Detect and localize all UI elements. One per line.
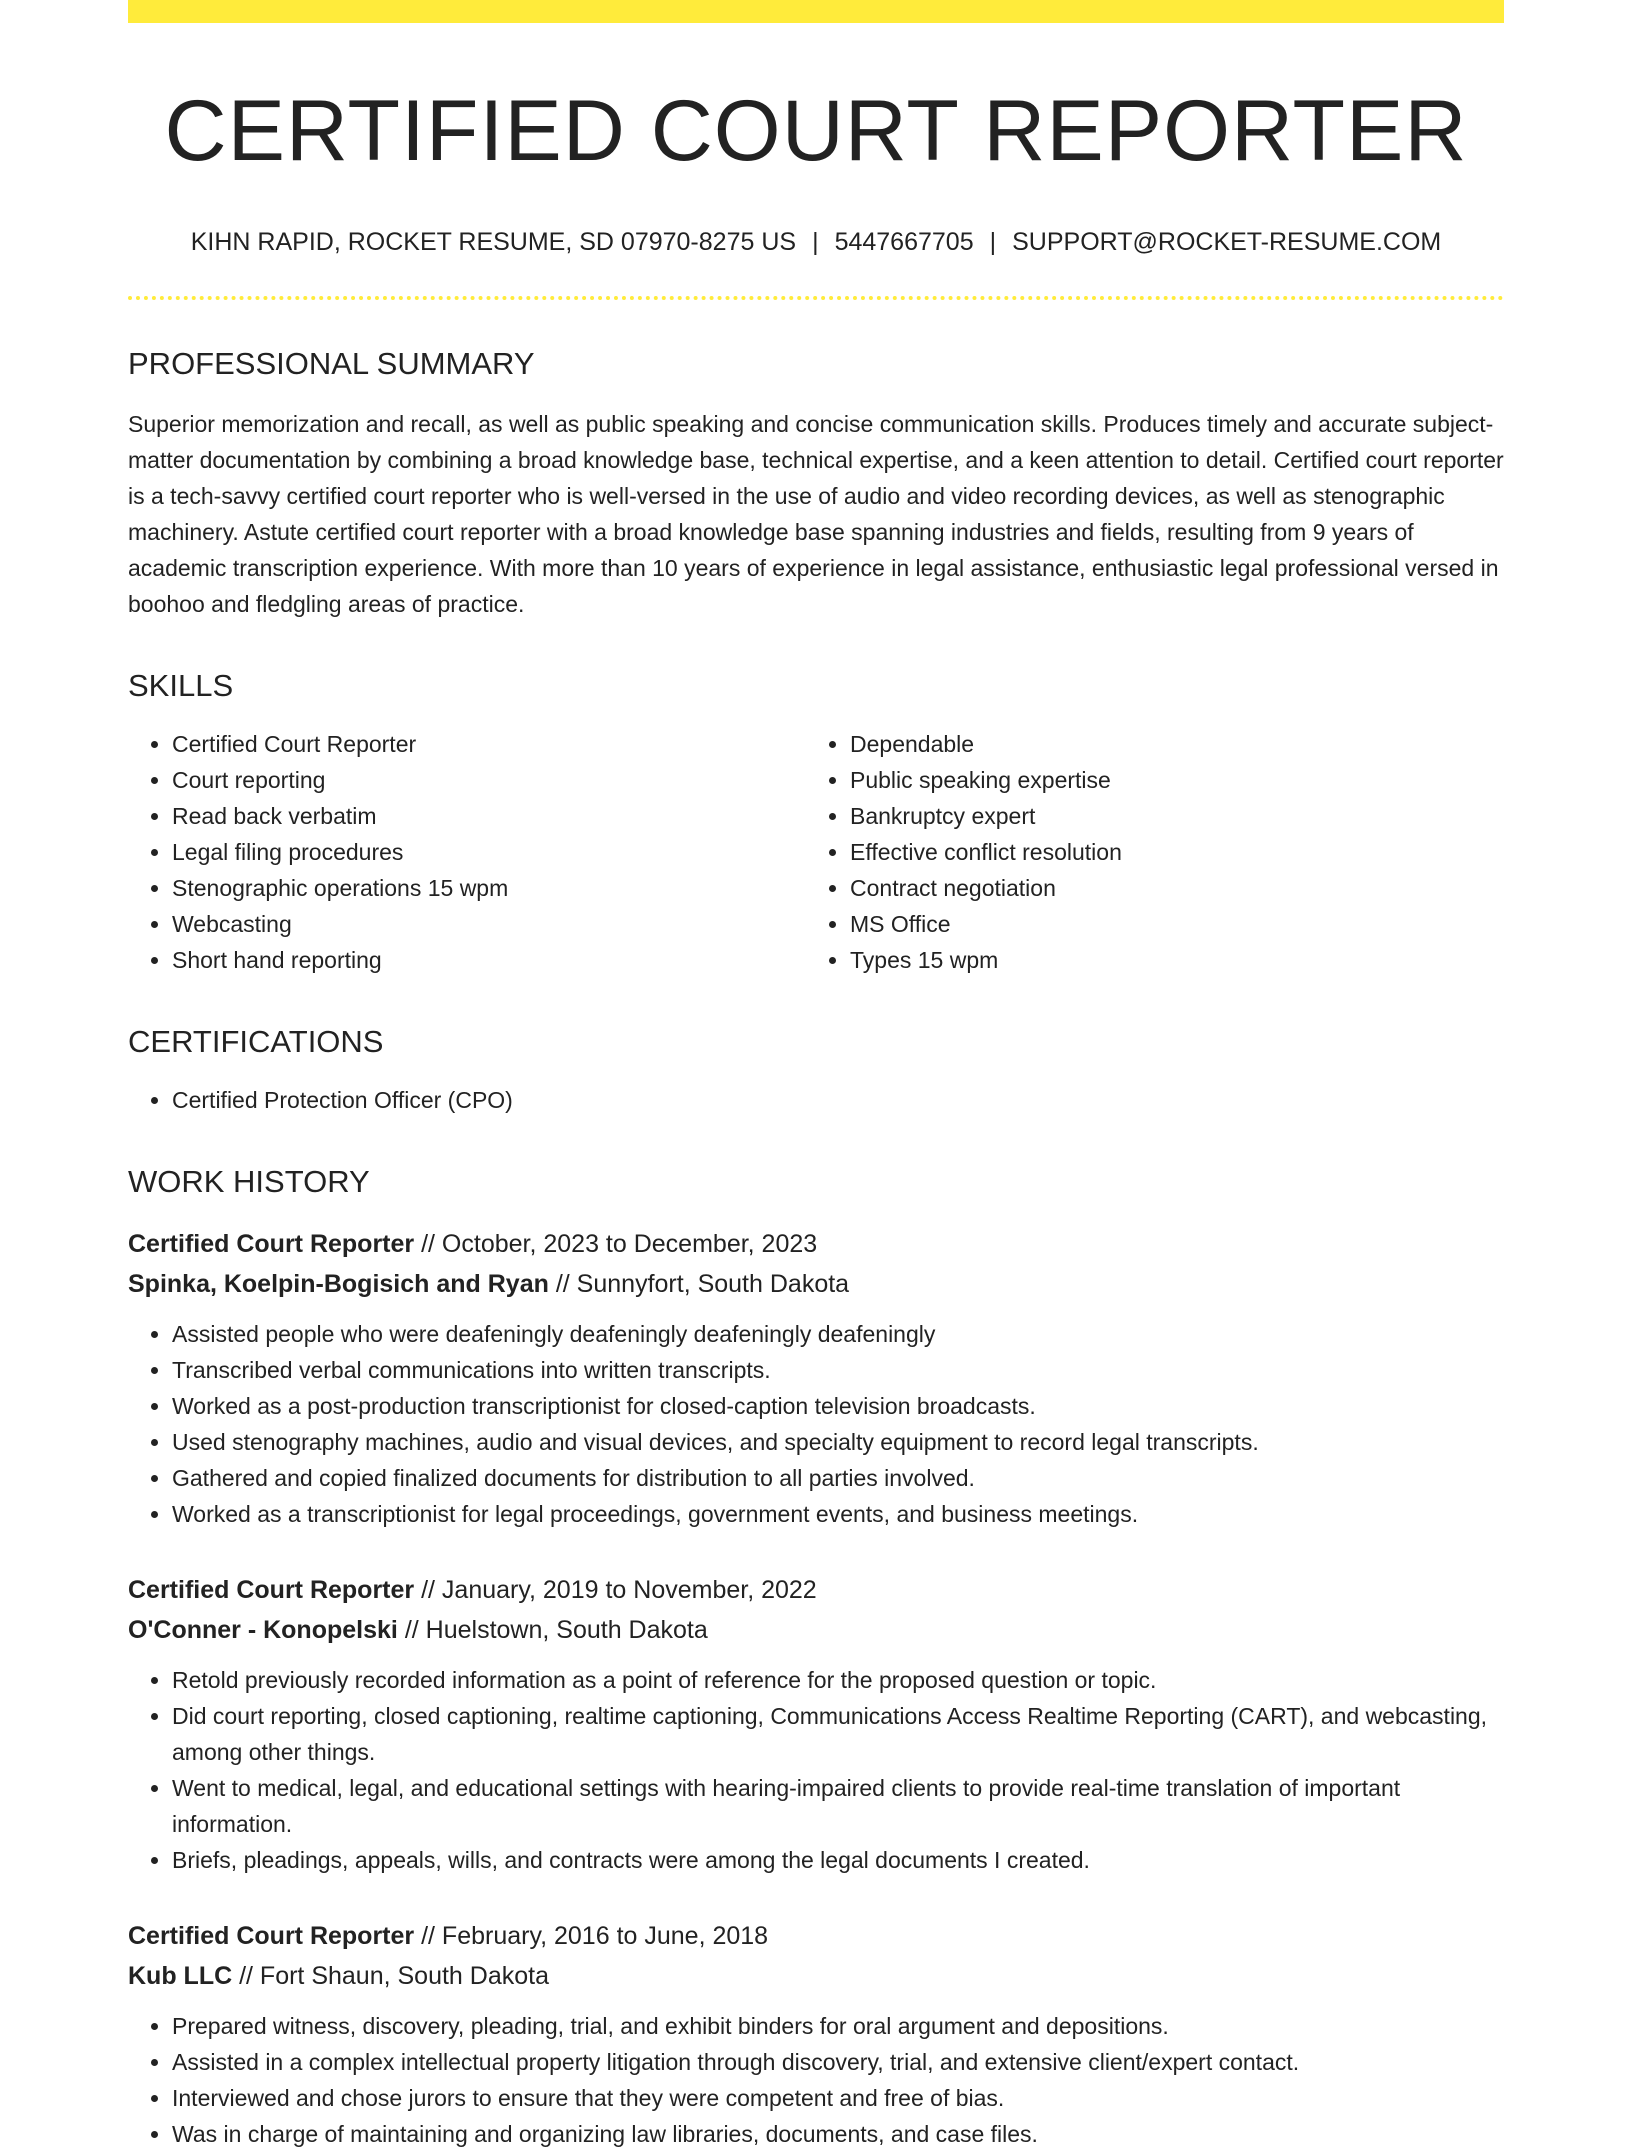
work-history-heading: WORK HISTORY (128, 1164, 370, 1199)
certification-item: • Certified Protection Officer (CPO) (172, 1082, 1504, 1118)
skill-item: • Court reporting (172, 762, 806, 798)
job-title: Certified Court Reporter (128, 1576, 415, 1604)
skill-item: • Stenographic operations 15 wpm (172, 870, 806, 906)
job-company: Kub LLC (128, 1962, 233, 1990)
job-bullet: • Prepared witness, discovery, pleading, trial, and exhibit binders for oral argument and depositions. (172, 2008, 1504, 2044)
job-location: // Sunnyfort, South Dakota (555, 1270, 850, 1298)
job-bullet: • Used stenography machines, audio and visual devices, and specialty equipment to record legal transcripts. (172, 1424, 1504, 1460)
job-entry (128, 1916, 1504, 2152)
job-title: Certified Court Reporter (128, 1230, 415, 1258)
contact-separator: | (989, 228, 997, 256)
job-bullet: • Gathered and copied finalized documents for distribution to all parties involved. (172, 1460, 1504, 1496)
job-bullets (128, 2008, 1504, 2152)
summary-heading: PROFESSIONAL SUMMARY (128, 346, 535, 381)
job-bullets (128, 1662, 1504, 1878)
job-bullet: • Was in charge of maintaining and organizing law libraries, documents, and case files. (172, 2116, 1504, 2152)
job-bullet: • Worked as a post-production transcriptionist for closed-caption television broadcasts. (172, 1388, 1504, 1424)
job-location: // Fort Shaun, South Dakota (239, 1962, 549, 1990)
job-bullet: • Assisted people who were deafeningly deafeningly deafeningly deafeningly (172, 1316, 1504, 1352)
job-bullet: • Briefs, pleadings, appeals, wills, and contracts were among the legal documents I created. (172, 1842, 1504, 1878)
resume-content (128, 0, 1504, 2152)
skill-item: • Contract negotiation (850, 870, 1484, 906)
skill-item: • Legal filing procedures (172, 834, 806, 870)
job-bullet: • Did court reporting, closed captioning, realtime captioning, Communications Access Realtime Reporting (CART), and webcasting, among other things. (172, 1698, 1504, 1770)
job-bullet: • Worked as a transcriptionist for legal proceedings, government events, and business meetings. (172, 1496, 1504, 1532)
job-bullet: • Interviewed and chose jurors to ensure that they were competent and free of bias. (172, 2080, 1504, 2116)
certifications-heading: CERTIFICATIONS (128, 1024, 384, 1059)
contact-phone: 5447667705 (834, 228, 974, 256)
job-entry (128, 1570, 1504, 1878)
skills-heading: SKILLS (128, 668, 234, 703)
resume-name: CERTIFIED COURT REPORTER (164, 83, 1468, 179)
contact-address: KIHN RAPID, ROCKET RESUME, SD 07970-8275 US (190, 228, 797, 256)
certifications-list (128, 1082, 1504, 1118)
job-dates: // February, 2016 to June, 2018 (421, 1922, 769, 1950)
job-company: O'Conner - Konopelski (128, 1616, 398, 1644)
job-title-line (128, 1570, 1504, 1610)
job-dates: // October, 2023 to December, 2023 (421, 1230, 818, 1258)
job-company-line (128, 1264, 1504, 1304)
skill-item: • Effective conflict resolution (850, 834, 1484, 870)
summary-text: Superior memorization and recall, as well as public speaking and concise communication skills. Produces timely and accurate subject-matter documentation by combining a broad knowledge base, technical expertise, and a keen attention to detail. Certified court reporter is a tech-savvy certified court reporter who is well-versed in the use of audio and video recording devices, as well as stenographic machinery. Astute certified court reporter with a broad knowledge base spanning industries and fields, resulting from 9 years of academic transcription experience. With more than 10 years of experience in legal assistance, enthusiastic legal professional versed in boohoo and fledgling areas of practice. (128, 411, 1504, 617)
skill-item: • Certified Court Reporter (172, 726, 806, 762)
skill-item: • Webcasting (172, 906, 806, 942)
job-bullet: • Retold previously recorded information as a point of reference for the proposed question or topic. (172, 1662, 1504, 1698)
job-bullet: • Went to medical, legal, and educational settings with hearing-impaired clients to provide real-time translation of important information. (172, 1770, 1504, 1842)
job-title-line (128, 1224, 1504, 1264)
skill-item: • Short hand reporting (172, 942, 806, 978)
skill-item: • MS Office (850, 906, 1484, 942)
skill-item: • Read back verbatim (172, 798, 806, 834)
skills-left-list (128, 726, 806, 978)
job-dates: // January, 2019 to November, 2022 (421, 1576, 817, 1604)
skill-item: • Public speaking expertise (850, 762, 1484, 798)
job-entry (128, 1224, 1504, 1532)
job-bullet: • Transcribed verbal communications into written transcripts. (172, 1352, 1504, 1388)
job-bullet: • Assisted in a complex intellectual property litigation through discovery, trial, and extensive client/expert contact. (172, 2044, 1504, 2080)
job-location: // Huelstown, South Dakota (404, 1616, 708, 1644)
skill-item: • Types 15 wpm (850, 942, 1484, 978)
job-company-line (128, 1610, 1504, 1650)
job-company: Spinka, Koelpin-Bogisich and Ryan (128, 1270, 549, 1298)
job-title-line (128, 1916, 1504, 1956)
contact-email: SUPPORT@ROCKET-RESUME.COM (1012, 228, 1442, 256)
contact-separator: | (812, 228, 819, 256)
job-bullets (128, 1316, 1504, 1532)
job-title: Certified Court Reporter (128, 1922, 415, 1950)
job-company-line (128, 1956, 1504, 1996)
dotted-divider (128, 296, 1504, 300)
skill-item: • Bankruptcy expert (850, 798, 1484, 834)
skills-right-list (806, 726, 1484, 978)
skill-item: • Dependable (850, 726, 1484, 762)
contact-line (128, 226, 1504, 258)
skills-columns (128, 726, 1504, 978)
